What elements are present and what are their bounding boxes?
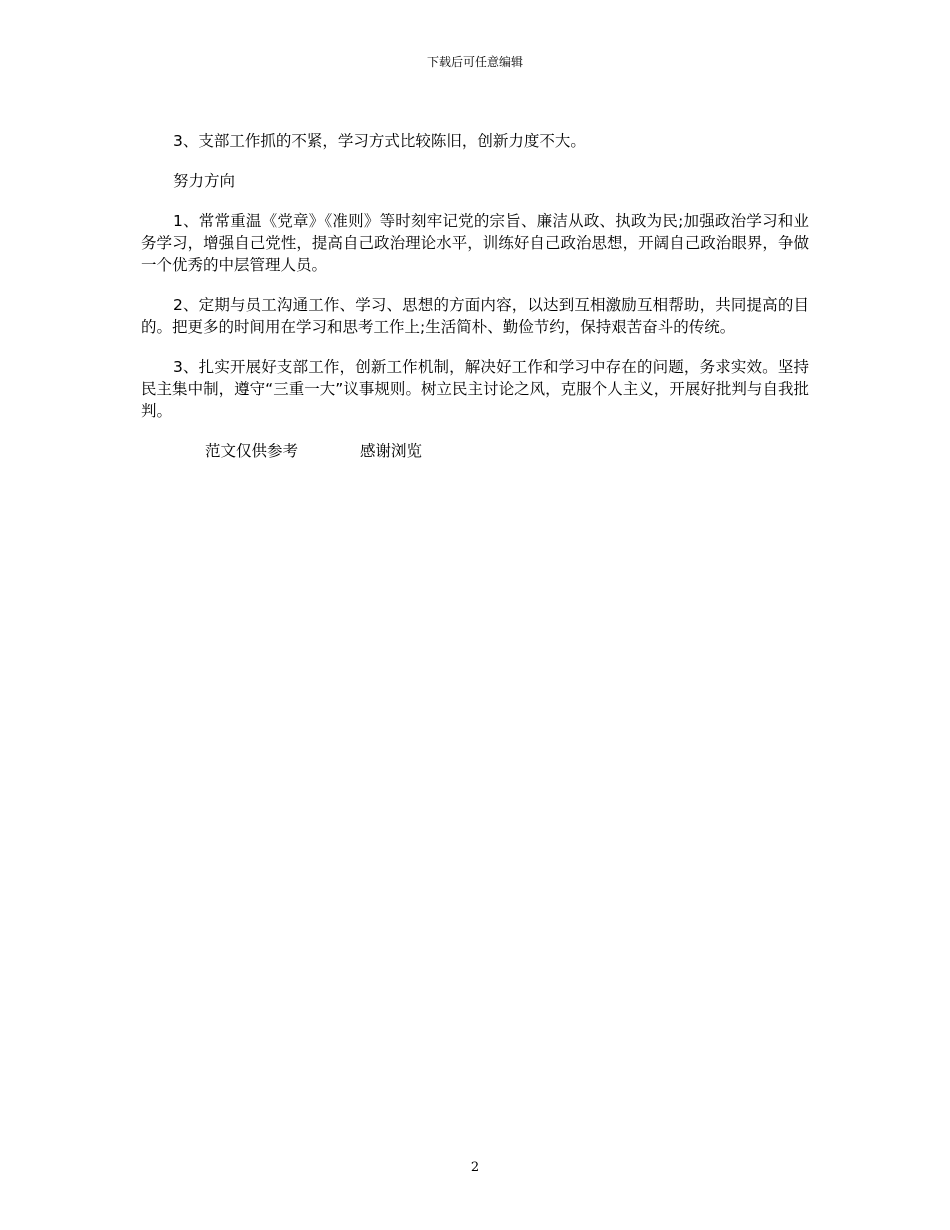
paragraph-direction-2: 2、定期与员工沟通工作、学习、思想的方面内容，以达到互相激励互相帮助，共同提高的目的。把更多的时间用在学习和思考工作上;生活简朴、勤俭节约，保持艰苦奋斗的传统。 — [141, 296, 809, 336]
closing-note — [141, 440, 809, 462]
page-number: 2 — [470, 1160, 480, 1175]
paragraph-direction-3: 3、扎实开展好支部工作，创新工作机制，解决好工作和学习中存在的问题，务求实效。坚持民主集中制，遵守“三重一大”议事规则。树立民主讨论之风，克服个人主义，开展好批判与自我批判。 — [141, 358, 809, 420]
closing-reference-text: 范文仅供参考 — [205, 442, 299, 460]
section-heading-improvement: 努力方向 — [173, 172, 236, 190]
paragraph-direction-1: 1、常常重温《党章》《准则》等时刻牢记党的宗旨、廉洁从政、执政为民;加强政治学习和业务学习，增强自己党性，提高自己政治理论水平，训练好自己政治思想，开阔自己政治眼界，争做一个优秀的中层管理人员。 — [141, 212, 809, 274]
closing-thanks-text: 感谢浏览 — [360, 442, 423, 460]
document-body — [141, 130, 809, 480]
paragraph-issue-3: 3、支部工作抓的不紧，学习方式比较陈旧，创新力度不大。 — [173, 132, 586, 150]
page-header: 下载后可任意编辑 — [426, 55, 523, 69]
